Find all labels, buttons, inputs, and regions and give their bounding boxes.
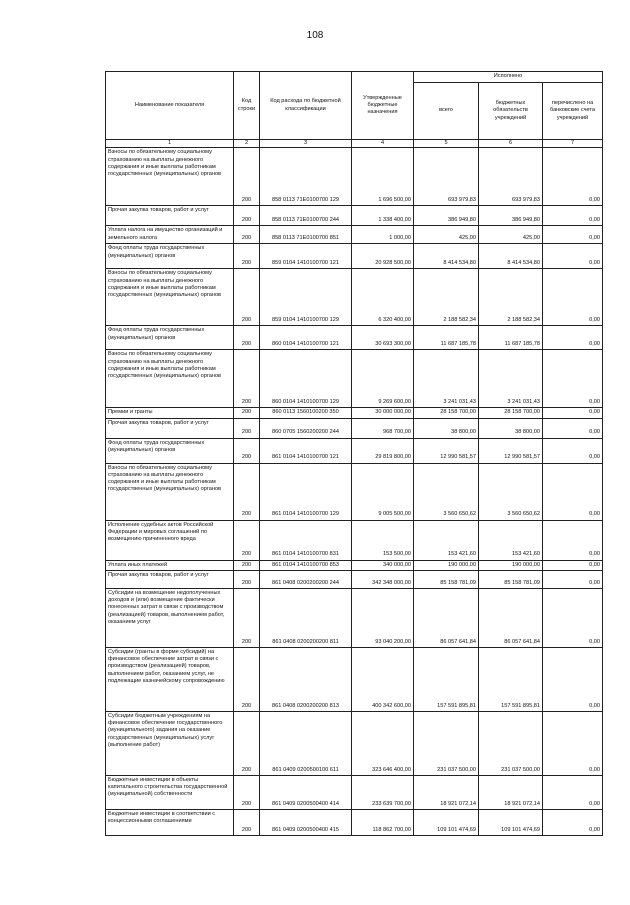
- cell-transfer: 0,00: [543, 463, 603, 520]
- cell-approved: 400 342 600,00: [352, 647, 414, 711]
- cell-budget: 3 241 031,43: [479, 350, 543, 408]
- column-index: 2: [234, 140, 260, 148]
- cell-total: 157 591 895,81: [414, 647, 479, 711]
- cell-approved: 20 928 500,00: [352, 244, 414, 269]
- cell-transfer: 0,00: [543, 809, 603, 835]
- cell-approved: 6 320 400,00: [352, 269, 414, 326]
- cell-total: 8 414 534,80: [414, 244, 479, 269]
- cell-transfer: 0,00: [543, 226, 603, 244]
- cell-code: 861 0104 1410100700 831: [260, 520, 352, 560]
- cell-budget: 11 687 185,78: [479, 326, 543, 350]
- expenditure-table: [105, 71, 603, 836]
- cell-budget: 693 979,83: [479, 148, 543, 206]
- cell-line: 200: [234, 463, 260, 520]
- table-body: [106, 148, 603, 836]
- cell-transfer: 0,00: [543, 148, 603, 206]
- cell-transfer: 0,00: [543, 326, 603, 350]
- cell-approved: 1 338 400,00: [352, 206, 414, 226]
- cell-name: Фонд оплаты труда государственных (муниципальных) органов: [106, 244, 234, 269]
- table-row: [106, 775, 603, 809]
- cell-budget: 38 800,00: [479, 418, 543, 438]
- cell-line: 200: [234, 148, 260, 206]
- cell-budget: 2 188 582,34: [479, 269, 543, 326]
- cell-total: 693 979,83: [414, 148, 479, 206]
- cell-total: 2 188 582,34: [414, 269, 479, 326]
- table-row: [106, 463, 603, 520]
- cell-code: 859 0104 1410100700 129: [260, 269, 352, 326]
- cell-total: 86 057 641,84: [414, 588, 479, 647]
- cell-approved: 9 005 500,00: [352, 463, 414, 520]
- cell-code: 860 0705 1560200200 244: [260, 418, 352, 438]
- cell-line: 200: [234, 570, 260, 588]
- cell-budget: 86 057 641,84: [479, 588, 543, 647]
- cell-total: 38 800,00: [414, 418, 479, 438]
- cell-line: 200: [234, 775, 260, 809]
- table-row: [106, 438, 603, 463]
- cell-code: 861 0104 1410100700 121: [260, 438, 352, 463]
- cell-approved: 30 693 300,00: [352, 326, 414, 350]
- cell-budget: 157 591 895,81: [479, 647, 543, 711]
- cell-line: 200: [234, 438, 260, 463]
- cell-approved: 340 000,00: [352, 560, 414, 570]
- table-row: [106, 206, 603, 226]
- table-row: [106, 711, 603, 775]
- cell-code: 861 0104 1410100700 129: [260, 463, 352, 520]
- cell-total: 153 421,60: [414, 520, 479, 560]
- cell-budget: 231 037 500,00: [479, 711, 543, 775]
- cell-approved: 233 639 700,00: [352, 775, 414, 809]
- cell-approved: 9 269 600,00: [352, 350, 414, 408]
- cell-approved: 93 040 200,00: [352, 588, 414, 647]
- table-row: [106, 809, 603, 835]
- cell-line: 200: [234, 244, 260, 269]
- cell-code: 861 0409 0200500400 414: [260, 775, 352, 809]
- table-row: [106, 148, 603, 206]
- cell-name: Фонд оплаты труда государственных (муниципальных) органов: [106, 326, 234, 350]
- cell-code: 860 0113 1560100200 350: [260, 408, 352, 418]
- cell-transfer: 0,00: [543, 244, 603, 269]
- cell-line: 200: [234, 560, 260, 570]
- cell-budget: 3 560 650,62: [479, 463, 543, 520]
- cell-total: 12 990 581,57: [414, 438, 479, 463]
- cell-code: 860 0104 1410100700 121: [260, 326, 352, 350]
- cell-name: Субсидии на возмещение недополученных доходов и (или) возмещение фактически понесенных затрат в связи с производством (реализацией) товаров, выполнением работ, оказанием услуг: [106, 588, 234, 647]
- cell-line: 200: [234, 647, 260, 711]
- cell-code: 861 0408 0200200200 813: [260, 647, 352, 711]
- cell-total: 190 000,00: [414, 560, 479, 570]
- header-name: Наименование показателя: [106, 72, 234, 140]
- cell-line: 200: [234, 520, 260, 560]
- cell-line: 200: [234, 711, 260, 775]
- cell-name: Бюджетные инвестиции в соответствии с концессионными соглашениями: [106, 809, 234, 835]
- page-number: 108: [306, 30, 324, 41]
- cell-approved: 30 000 000,00: [352, 408, 414, 418]
- cell-budget: 425,00: [479, 226, 543, 244]
- column-index: 1: [106, 140, 234, 148]
- cell-line: 200: [234, 408, 260, 418]
- cell-line: 200: [234, 326, 260, 350]
- cell-code: 858 0113 71E0100700 851: [260, 226, 352, 244]
- cell-transfer: 0,00: [543, 711, 603, 775]
- cell-name: Исполнение судебных актов Российской Федерации и мировых соглашений по возмещению причиненного вреда: [106, 520, 234, 560]
- header-approved: Утвержденные бюджетные назначения: [352, 72, 414, 140]
- cell-line: 200: [234, 588, 260, 647]
- table-row: [106, 244, 603, 269]
- cell-transfer: 0,00: [543, 560, 603, 570]
- cell-approved: 1 000,00: [352, 226, 414, 244]
- table-header: [106, 72, 603, 148]
- cell-line: 200: [234, 206, 260, 226]
- cell-name: Прочая закупка товаров, работ и услуг: [106, 206, 234, 226]
- cell-name: Премии и гранты: [106, 408, 234, 418]
- cell-name: Взносы по обязательному социальному страхованию на выплаты денежного содержания и иные выплаты работникам государственных (муниципальных) органов: [106, 463, 234, 520]
- cell-transfer: 0,00: [543, 269, 603, 326]
- cell-name: Прочая закупка товаров, работ и услуг: [106, 418, 234, 438]
- table-row: [106, 560, 603, 570]
- table-row: [106, 350, 603, 408]
- cell-code: 858 0113 71E0100700 244: [260, 206, 352, 226]
- cell-transfer: 0,00: [543, 350, 603, 408]
- cell-approved: 29 819 800,00: [352, 438, 414, 463]
- cell-transfer: 0,00: [543, 418, 603, 438]
- cell-name: Субсидии бюджетным учреждениям на финансовое обеспечение государственного (муниципального) задания на оказание государственных (муниципальных) услуг (выполнение работ): [106, 711, 234, 775]
- header-line-code: Код строки: [234, 72, 260, 140]
- cell-code: 861 0408 0200200200 811: [260, 588, 352, 647]
- cell-budget: 18 921 072,14: [479, 775, 543, 809]
- cell-total: 231 037 500,00: [414, 711, 479, 775]
- cell-transfer: 0,00: [543, 647, 603, 711]
- cell-code: 859 0104 1410100700 121: [260, 244, 352, 269]
- cell-name: Прочая закупка товаров, работ и услуг: [106, 570, 234, 588]
- column-index: 5: [414, 140, 479, 148]
- cell-budget: 8 414 534,80: [479, 244, 543, 269]
- cell-code: 861 0104 1410100700 853: [260, 560, 352, 570]
- table-row: [106, 418, 603, 438]
- table-row: [106, 570, 603, 588]
- cell-name: Бюджетные инвестиции в объекты капитального строительства государственной (муниципальной) собственности: [106, 775, 234, 809]
- table-row: [106, 588, 603, 647]
- cell-transfer: 0,00: [543, 588, 603, 647]
- cell-name: Уплата иных платежей: [106, 560, 234, 570]
- table-row: [106, 226, 603, 244]
- cell-approved: 342 348 000,00: [352, 570, 414, 588]
- cell-name: Взносы по обязательному социальному страхованию на выплаты денежного содержания и иные выплаты работникам государственных (муниципальных) органов: [106, 269, 234, 326]
- cell-code: 861 0409 0200500100 611: [260, 711, 352, 775]
- table-row: [106, 647, 603, 711]
- header-executed: Исполнено: [414, 72, 603, 83]
- cell-name: Фонд оплаты труда государственных (муниципальных) органов: [106, 438, 234, 463]
- cell-transfer: 0,00: [543, 408, 603, 418]
- cell-code: 860 0104 1410100700 129: [260, 350, 352, 408]
- cell-name: Взносы по обязательному социальному страхованию на выплаты денежного содержания и иные выплаты работникам государственных (муниципальных) органов: [106, 350, 234, 408]
- header-executed-total: всего: [414, 83, 479, 140]
- cell-approved: 968 700,00: [352, 418, 414, 438]
- table-row: [106, 269, 603, 326]
- cell-transfer: 0,00: [543, 438, 603, 463]
- cell-transfer: 0,00: [543, 570, 603, 588]
- cell-code: 858 0113 71E0100700 129: [260, 148, 352, 206]
- cell-name: Взносы по обязательному социальному страхованию на выплаты денежного содержания и иные выплаты работникам государственных (муниципальных) органов: [106, 148, 234, 206]
- cell-budget: 386 949,80: [479, 206, 543, 226]
- cell-transfer: 0,00: [543, 775, 603, 809]
- cell-total: 11 687 185,78: [414, 326, 479, 350]
- table-row: [106, 326, 603, 350]
- table-row: [106, 520, 603, 560]
- cell-line: 200: [234, 809, 260, 835]
- column-index: 7: [543, 140, 603, 148]
- cell-line: 200: [234, 269, 260, 326]
- cell-total: 425,00: [414, 226, 479, 244]
- cell-line: 200: [234, 418, 260, 438]
- cell-total: 3 241 031,43: [414, 350, 479, 408]
- cell-total: 18 921 072,14: [414, 775, 479, 809]
- header-executed-transfer: перечислено на банковские счета учреждений: [543, 83, 603, 140]
- cell-budget: 190 000,00: [479, 560, 543, 570]
- column-index: 4: [352, 140, 414, 148]
- header-classification-code: Код расхода по бюджетной классификации: [260, 72, 352, 140]
- cell-transfer: 0,00: [543, 520, 603, 560]
- cell-total: 109 101 474,69: [414, 809, 479, 835]
- table-row: [106, 408, 603, 418]
- cell-total: 386 949,80: [414, 206, 479, 226]
- cell-approved: 1 696 500,00: [352, 148, 414, 206]
- cell-transfer: 0,00: [543, 206, 603, 226]
- cell-name: Субсидии (гранты в форме субсидий) на финансовое обеспечение затрат в связи с производством (реализацией) товаров, выполнением работ, оказанием услуг, не подлежащие казначейскому сопровождению: [106, 647, 234, 711]
- cell-line: 200: [234, 350, 260, 408]
- cell-approved: 118 862 700,00: [352, 809, 414, 835]
- cell-budget: 12 990 581,57: [479, 438, 543, 463]
- cell-total: 28 158 700,00: [414, 408, 479, 418]
- column-index: 6: [479, 140, 543, 148]
- cell-name: Уплата налога на имущество организаций и земельного налога: [106, 226, 234, 244]
- header-executed-budget: бюджетных обязательств учреждений: [479, 83, 543, 140]
- cell-budget: 28 158 700,00: [479, 408, 543, 418]
- cell-line: 200: [234, 226, 260, 244]
- column-index-row: [106, 140, 603, 148]
- column-index: 3: [260, 140, 352, 148]
- cell-total: 85 158 781,09: [414, 570, 479, 588]
- cell-approved: 323 646 400,00: [352, 711, 414, 775]
- cell-code: 861 0409 0200500400 415: [260, 809, 352, 835]
- cell-budget: 109 101 474,69: [479, 809, 543, 835]
- cell-total: 3 560 650,62: [414, 463, 479, 520]
- cell-budget: 85 158 781,09: [479, 570, 543, 588]
- cell-budget: 153 421,60: [479, 520, 543, 560]
- cell-code: 861 0408 0200200200 244: [260, 570, 352, 588]
- cell-approved: 153 500,00: [352, 520, 414, 560]
